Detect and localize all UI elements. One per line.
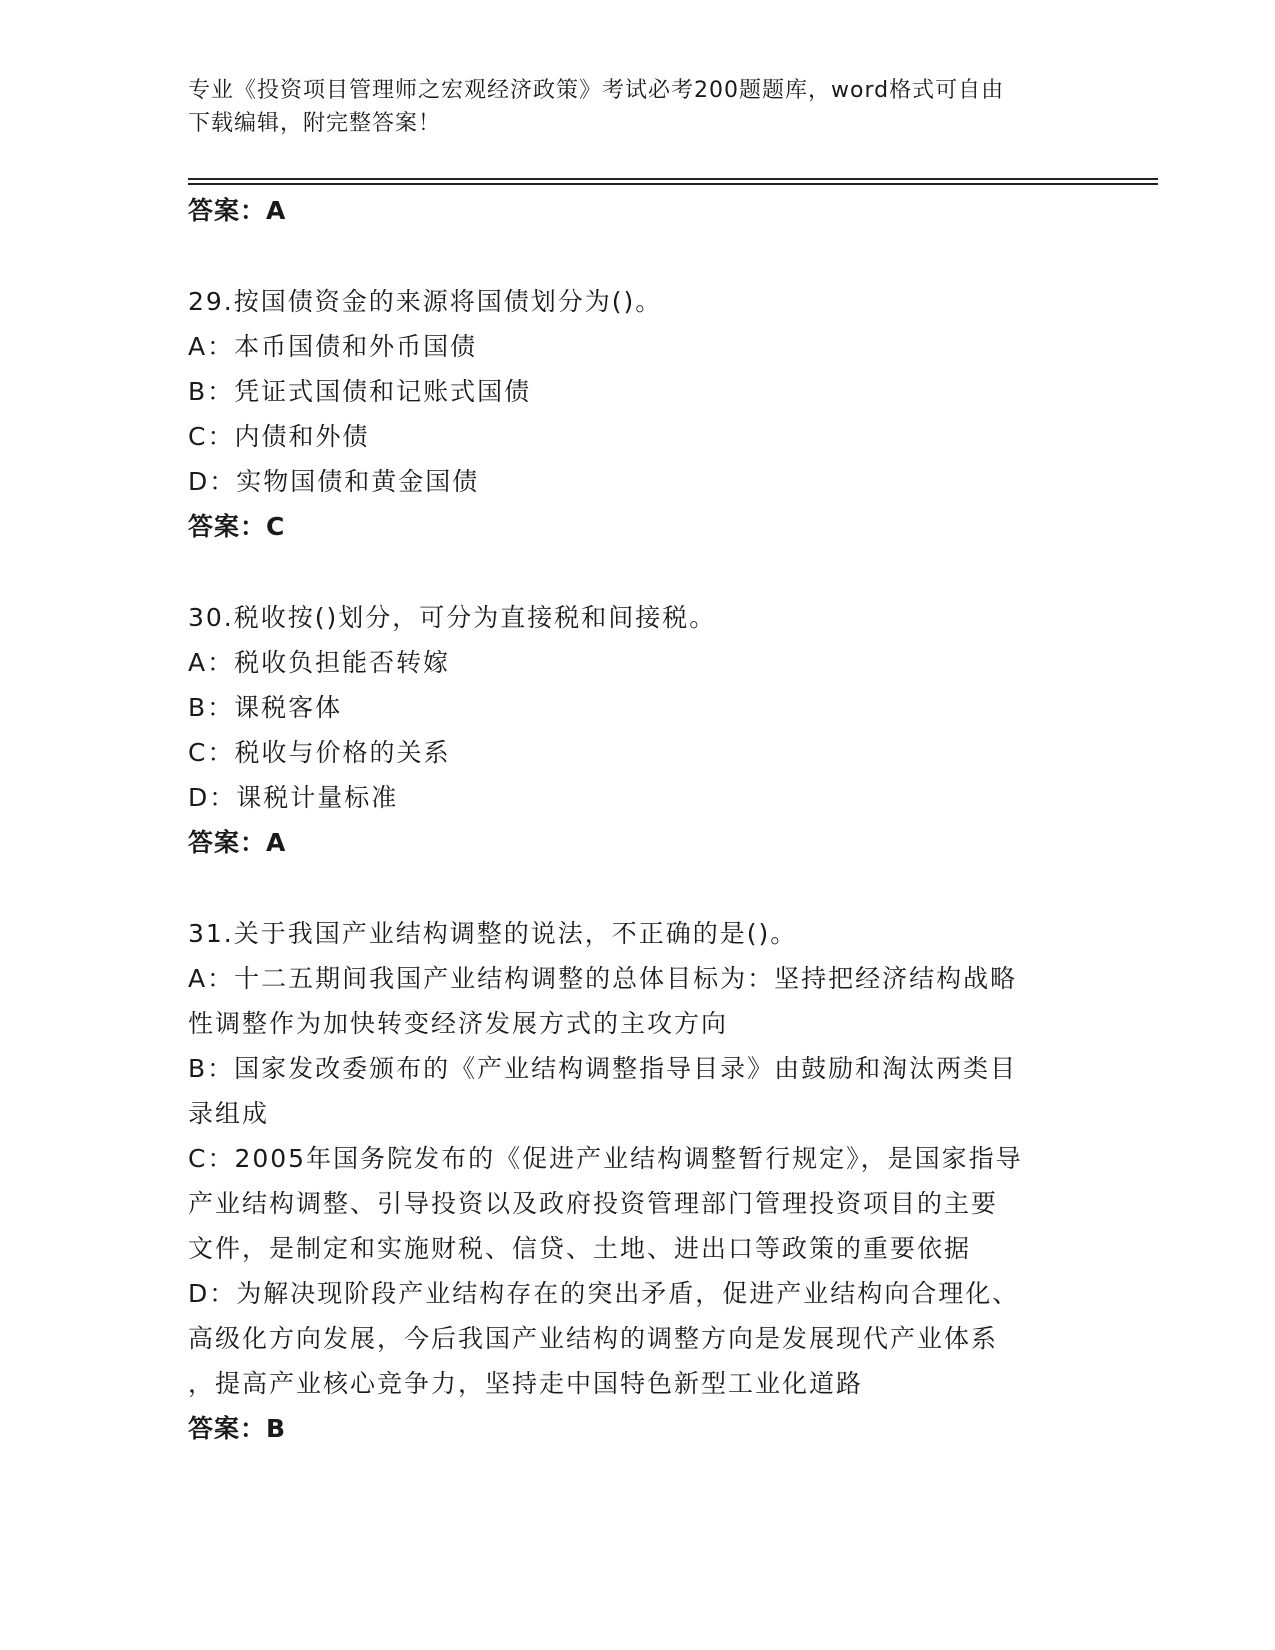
option-a-line-2: 性调整作为加快转变经济发展方式的主攻方向 xyxy=(188,1009,729,1038)
option-c-line-1: C：2005年国务院发布的《促进产业结构调整暂行规定》，是国家指导 xyxy=(188,1144,1023,1173)
answer: 答案：C xyxy=(188,512,286,541)
question-list xyxy=(188,188,1088,1451)
option-d-line-2: 高级化方向发展，今后我国产业结构的调整方向是发展现代产业体系 xyxy=(188,1324,999,1353)
option-d-line-3: ，提高产业核心竞争力，坚持走中国特色新型工业化道路 xyxy=(188,1369,864,1398)
option-c-line-2: 产业结构调整、引导投资以及政府投资管理部门管理投资项目的主要 xyxy=(188,1189,999,1218)
option-d: D：实物国债和黄金国债 xyxy=(188,467,480,496)
option-a-line-1: A：十二五期间我国产业结构调整的总体目标为：坚持把经济结构战略 xyxy=(188,964,1018,993)
option-b-line-1: B：国家发改委颁布的《产业结构调整指导目录》由鼓励和淘汰两类目 xyxy=(188,1054,1018,1083)
header-divider-top xyxy=(188,178,1158,180)
previous-answer: 答案：A xyxy=(188,196,287,225)
option-c: C：内债和外债 xyxy=(188,422,370,451)
option-a: A：本币国债和外币国债 xyxy=(188,332,478,361)
answer: 答案：B xyxy=(188,1414,287,1443)
question-text: 30.税收按()划分，可分为直接税和间接税。 xyxy=(188,603,717,632)
document-header xyxy=(188,74,1068,140)
option-a: A：税收负担能否转嫁 xyxy=(188,648,451,677)
question-31 xyxy=(188,911,1088,1451)
option-b-line-2: 录组成 xyxy=(188,1099,270,1128)
question-text: 29.按国债资金的来源将国债划分为()。 xyxy=(188,287,663,316)
question-30 xyxy=(188,595,1088,865)
answer: 答案：A xyxy=(188,828,287,857)
header-intro-line-1: 专业《投资项目管理师之宏观经济政策》考试必考200题题库，word格式可自由 xyxy=(188,78,1005,103)
question-text: 31.关于我国产业结构调整的说法，不正确的是()。 xyxy=(188,919,798,948)
option-c: C：税收与价格的关系 xyxy=(188,738,451,767)
question-29 xyxy=(188,279,1088,549)
option-b: B：凭证式国债和记账式国债 xyxy=(188,377,532,406)
option-d: D：课税计量标准 xyxy=(188,783,399,812)
option-b: B：课税客体 xyxy=(188,693,343,722)
header-intro-line-2: 下载编辑，附完整答案！ xyxy=(188,111,442,136)
option-c-line-3: 文件，是制定和实施财税、信贷、土地、进出口等政策的重要依据 xyxy=(188,1234,972,1263)
option-d-line-1: D：为解决现阶段产业结构存在的突出矛盾，促进产业结构向合理化、 xyxy=(188,1279,1020,1308)
header-divider-bottom xyxy=(188,183,1158,185)
